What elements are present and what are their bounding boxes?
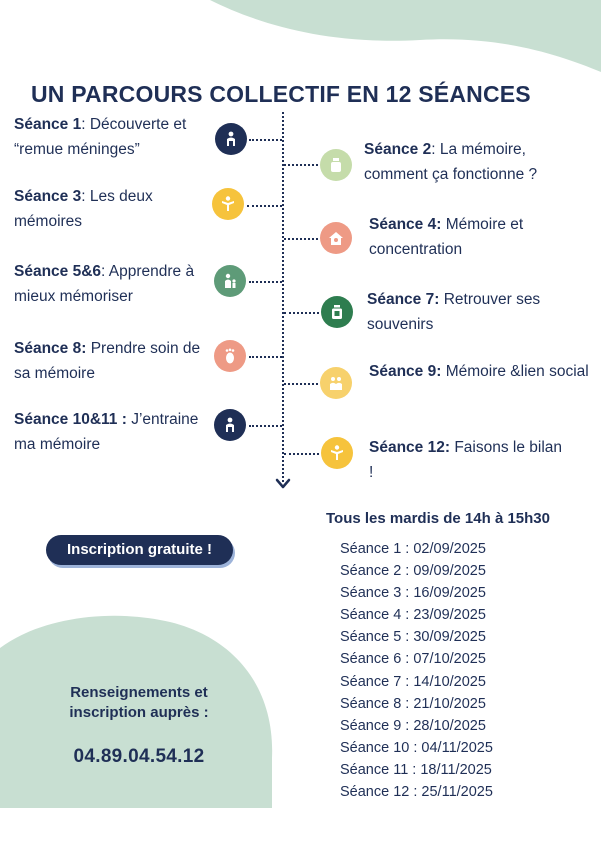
- session-text: Prendre soin de sa mémoire: [14, 340, 201, 382]
- schedule-item: Séance 2 : 09/09/2025: [340, 563, 486, 580]
- session-text: Faisons le bilan !: [369, 439, 563, 481]
- session-text: Retrouver ses souvenirs: [367, 291, 541, 333]
- top-wave-decoration: [0, 0, 601, 80]
- connector: [249, 425, 282, 427]
- parent-child-icon: [214, 265, 246, 297]
- session-label: Séance 4:: [369, 216, 442, 233]
- session-5-6: Séance 5&6: Apprendre à mieux mémoriser: [14, 263, 195, 305]
- contact-title: Renseignements et inscription auprès :: [69, 684, 209, 721]
- session-4: [369, 212, 599, 262]
- registration-badge: Inscription gratuite !: [46, 535, 233, 565]
- person-jump-icon: [321, 437, 353, 469]
- schedule-heading: Tous les mardis de 14h à 15h30: [326, 510, 550, 527]
- session-10-11: [14, 407, 219, 457]
- person-icon: [215, 123, 247, 155]
- schedule-item: Séance 12 : 25/11/2025: [340, 784, 493, 801]
- schedule-item: Séance 4 : 23/09/2025: [340, 607, 486, 624]
- session-text: La mémoire, comment ça fonctionne ?: [364, 141, 538, 183]
- schedule-item: Séance 6 : 07/10/2025: [340, 651, 486, 668]
- session-2: Séance 2: La mémoire, comment ça fonctionne ?: [364, 141, 538, 183]
- schedule-item: Séance 9 : 28/10/2025: [340, 717, 486, 734]
- session-label: Séance 3: [14, 188, 82, 205]
- schedule-item: Séance 10 : 04/11/2025: [340, 739, 493, 756]
- person-jump-icon: [212, 188, 244, 220]
- session-7: [367, 287, 597, 337]
- schedule-item: Séance 5 : 30/09/2025: [340, 629, 486, 646]
- session-label: Séance 9:: [369, 363, 442, 380]
- people-icon: [320, 367, 352, 399]
- connector: [249, 356, 282, 358]
- session-label: Séance 2: [364, 141, 432, 158]
- session-label: Séance 7:: [367, 291, 440, 308]
- jar-icon: [321, 296, 353, 328]
- session-9: [369, 359, 599, 384]
- contact-phone: 04.89.04.54.12: [73, 746, 205, 767]
- connector: [284, 312, 319, 314]
- schedule-item: Séance 1 : 02/09/2025: [340, 541, 486, 557]
- session-label: Séance 10&11 :: [14, 411, 127, 428]
- schedule-item: Séance 11 : 18/11/2025: [340, 761, 492, 778]
- session-8: [14, 336, 214, 386]
- session-text: Mémoire et concentration: [369, 216, 524, 258]
- schedule-item: Séance 3 : 16/09/2025: [340, 585, 486, 602]
- session-label: Séance 1: [14, 116, 82, 133]
- chevron-down-icon: [275, 478, 291, 490]
- session-text: Les deux mémoires: [14, 188, 153, 230]
- page-title: UN PARCOURS COLLECTIF EN 12 SÉANCES: [31, 81, 531, 107]
- session-label: Séance 12:: [369, 439, 450, 456]
- schedule-item: Séance 8 : 21/10/2025: [340, 695, 486, 712]
- connector: [249, 281, 282, 283]
- session-text: J’entraine ma mémoire: [14, 411, 199, 453]
- session-1: Séance 1: Découverte et “remue méninges”: [14, 116, 187, 158]
- person-icon: [214, 409, 246, 441]
- connector: [284, 238, 318, 240]
- house-icon: [320, 222, 352, 254]
- schedule-item: Séance 7 : 14/10/2025: [340, 673, 486, 690]
- schedule-list: [340, 538, 493, 803]
- session-text: Apprendre à mieux mémoriser: [14, 263, 195, 305]
- foot-icon: [214, 340, 246, 372]
- connector: [284, 164, 318, 166]
- connector: [284, 383, 318, 385]
- session-label: Séance 8:: [14, 340, 87, 357]
- session-3: Séance 3: Les deux mémoires: [14, 188, 153, 230]
- bottle-icon: [320, 149, 352, 181]
- timeline-line: [282, 112, 284, 482]
- session-12: [369, 435, 569, 485]
- connector: [249, 139, 282, 141]
- session-text: Découverte et “remue méninges”: [14, 116, 187, 158]
- session-label: Séance 5&6: [14, 263, 102, 280]
- connector: [247, 205, 282, 207]
- connector: [284, 453, 319, 455]
- session-text: Mémoire &lien social: [445, 363, 589, 380]
